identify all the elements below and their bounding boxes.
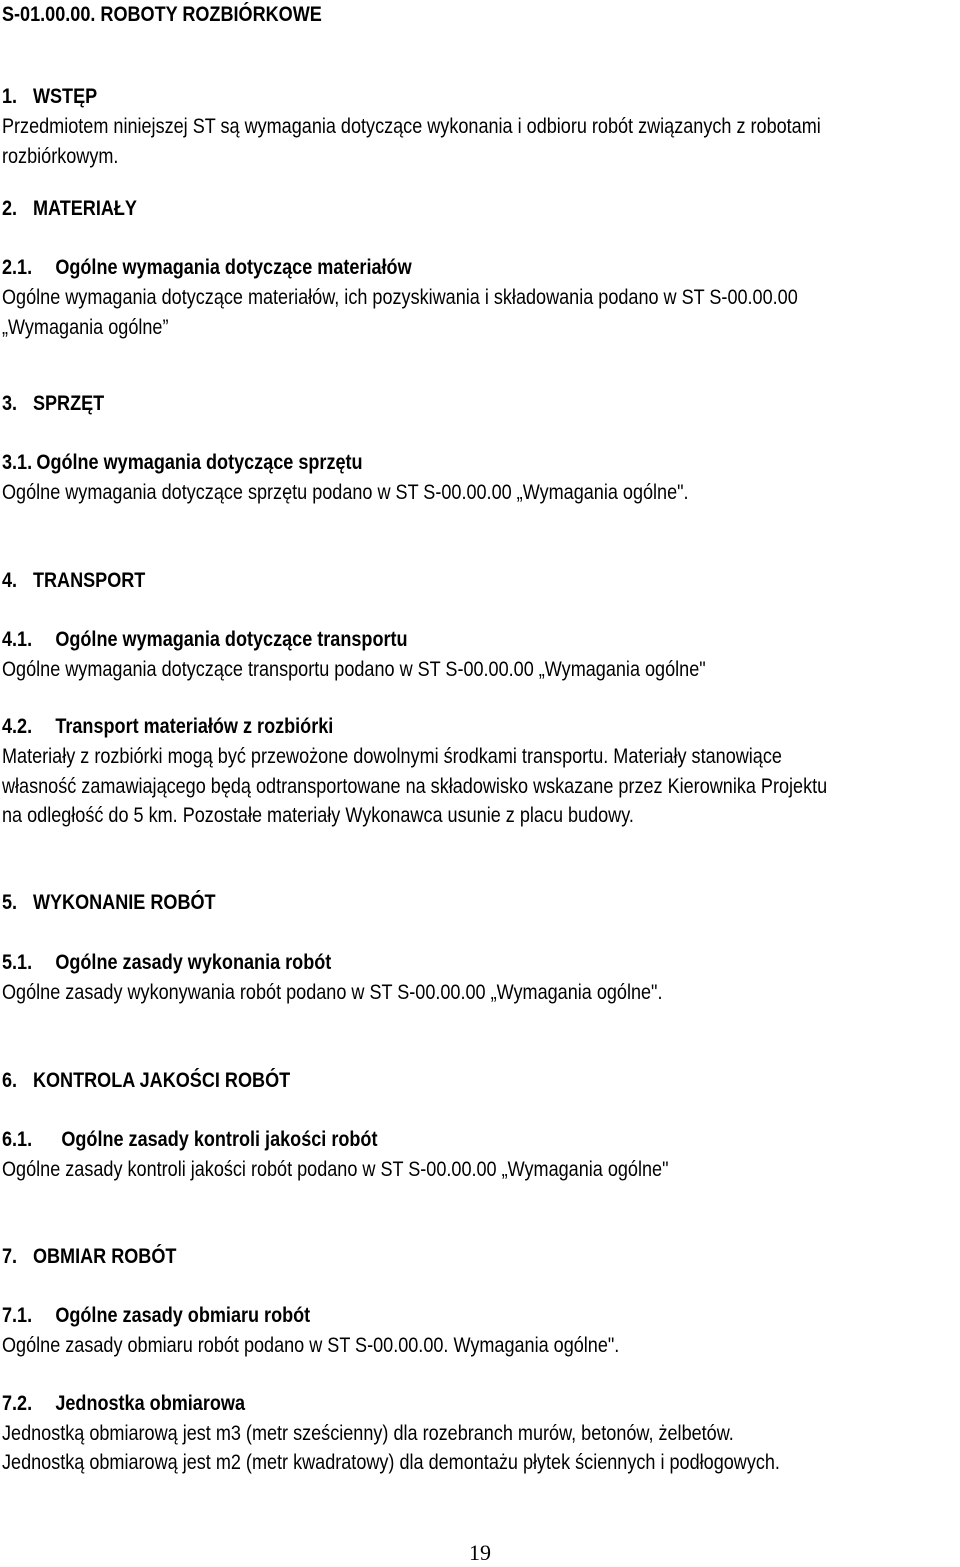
subsection-title: Ogólne zasady kontroli jakości robót bbox=[61, 1128, 378, 1151]
paragraph-line: własność zamawiającego będą odtransportowane na składowisko wskazane przez Kierownika Projektu bbox=[2, 775, 828, 798]
subsection-heading-5-1 bbox=[2, 948, 331, 977]
paragraph-line: rozbiórkowym. bbox=[2, 145, 119, 168]
subsection-number: 5.1. bbox=[2, 951, 33, 974]
section-heading-1 bbox=[2, 82, 97, 111]
subsection-heading-4-2 bbox=[2, 712, 333, 741]
subsection-heading-7-1 bbox=[2, 1301, 310, 1330]
section-heading-7 bbox=[2, 1242, 176, 1271]
paragraph-line: Ogólne zasady wykonywania robót podano w ST S-00.00.00 „Wymagania ogólne". bbox=[2, 981, 663, 1004]
section-number: 3. bbox=[2, 392, 18, 415]
subsection-number: 7.1. bbox=[2, 1304, 33, 1327]
subsection-number: 6.1. bbox=[2, 1128, 33, 1151]
page-number: 19 bbox=[469, 1540, 491, 1565]
subsection-heading-2-1 bbox=[2, 253, 412, 282]
subsection-number: 4.1. bbox=[2, 628, 33, 651]
paragraph-line: Ogólne zasady kontroli jakości robót podano w ST S-00.00.00 „Wymagania ogólne" bbox=[2, 1158, 669, 1181]
subsection-title: Ogólne wymagania dotyczące sprzętu bbox=[36, 451, 363, 474]
subsection-heading-3-1 bbox=[2, 448, 363, 477]
section-heading-4 bbox=[2, 566, 145, 595]
paragraph-line: na odległość do 5 km. Pozostałe materiały Wykonawca usunie z placu budowy. bbox=[2, 804, 634, 827]
subsection-heading-7-2 bbox=[2, 1389, 245, 1418]
paragraph-line: „Wymagania ogólne” bbox=[2, 316, 169, 339]
section-title: WSTĘP bbox=[32, 85, 98, 108]
subsection-title: Jednostka obmiarowa bbox=[55, 1392, 246, 1415]
subsection-title: Ogólne zasady wykonania robót bbox=[55, 951, 332, 974]
section-heading-6 bbox=[2, 1066, 290, 1095]
paragraph-line: Materiały z rozbiórki mogą być przewożone dowolnymi środkami transportu. Materiały stanowiące bbox=[2, 745, 782, 768]
subsection-number: 7.2. bbox=[2, 1392, 33, 1415]
subsection-number: 2.1. bbox=[2, 256, 33, 279]
paragraph-line: Ogólne wymagania dotyczące transportu podano w ST S-00.00.00 „Wymagania ogólne" bbox=[2, 658, 706, 681]
section-number: 2. bbox=[2, 197, 18, 220]
section-title: MATERIAŁY bbox=[32, 197, 137, 220]
subsection-heading-4-1 bbox=[2, 625, 408, 654]
section-title: KONTROLA JAKOŚCI ROBÓT bbox=[32, 1069, 291, 1092]
subsection-number: 4.2. bbox=[2, 715, 33, 738]
paragraph-line: Ogólne zasady obmiaru robót podano w ST S-00.00.00. Wymagania ogólne". bbox=[2, 1334, 620, 1357]
section-number: 7. bbox=[2, 1245, 18, 1268]
paragraph-line: Jednostką obmiarową jest m2 (metr kwadratowy) dla demontażu płytek ściennych i podłogowych. bbox=[2, 1451, 780, 1474]
section-number: 5. bbox=[2, 891, 18, 914]
section-number: 4. bbox=[2, 569, 18, 592]
section-heading-3 bbox=[2, 389, 104, 418]
document-title: S-01.00.00. ROBOTY ROZBIÓRKOWE bbox=[2, 3, 322, 26]
section-title: SPRZĘT bbox=[32, 392, 105, 415]
paragraph-line: Przedmiotem niniejszej ST są wymagania dotyczące wykonania i odbioru robót związanych z robotami bbox=[2, 115, 821, 138]
subsection-heading-6-1 bbox=[2, 1125, 377, 1154]
section-number: 6. bbox=[2, 1069, 18, 1092]
subsection-title: Ogólne zasady obmiaru robót bbox=[55, 1304, 311, 1327]
subsection-number: 3.1. bbox=[2, 451, 33, 474]
subsection-title: Ogólne wymagania dotyczące materiałów bbox=[55, 256, 412, 279]
section-heading-5 bbox=[2, 888, 216, 917]
section-number: 1. bbox=[2, 85, 18, 108]
section-title: OBMIAR ROBÓT bbox=[32, 1245, 177, 1268]
section-title: WYKONANIE ROBÓT bbox=[32, 891, 216, 914]
section-title: TRANSPORT bbox=[32, 569, 146, 592]
paragraph-line: Ogólne wymagania dotyczące materiałów, ich pozyskiwania i składowania podano w ST S-00.00.00 bbox=[2, 286, 798, 309]
paragraph-line: Ogólne wymagania dotyczące sprzętu podano w ST S-00.00.00 „Wymagania ogólne". bbox=[2, 481, 689, 504]
section-heading-2 bbox=[2, 194, 137, 223]
subsection-title: Ogólne wymagania dotyczące transportu bbox=[55, 628, 408, 651]
subsection-title: Transport materiałów z rozbiórki bbox=[55, 715, 334, 738]
paragraph-line: Jednostką obmiarową jest m3 (metr sześcienny) dla rozebranch murów, betonów, żelbetów. bbox=[2, 1422, 734, 1445]
